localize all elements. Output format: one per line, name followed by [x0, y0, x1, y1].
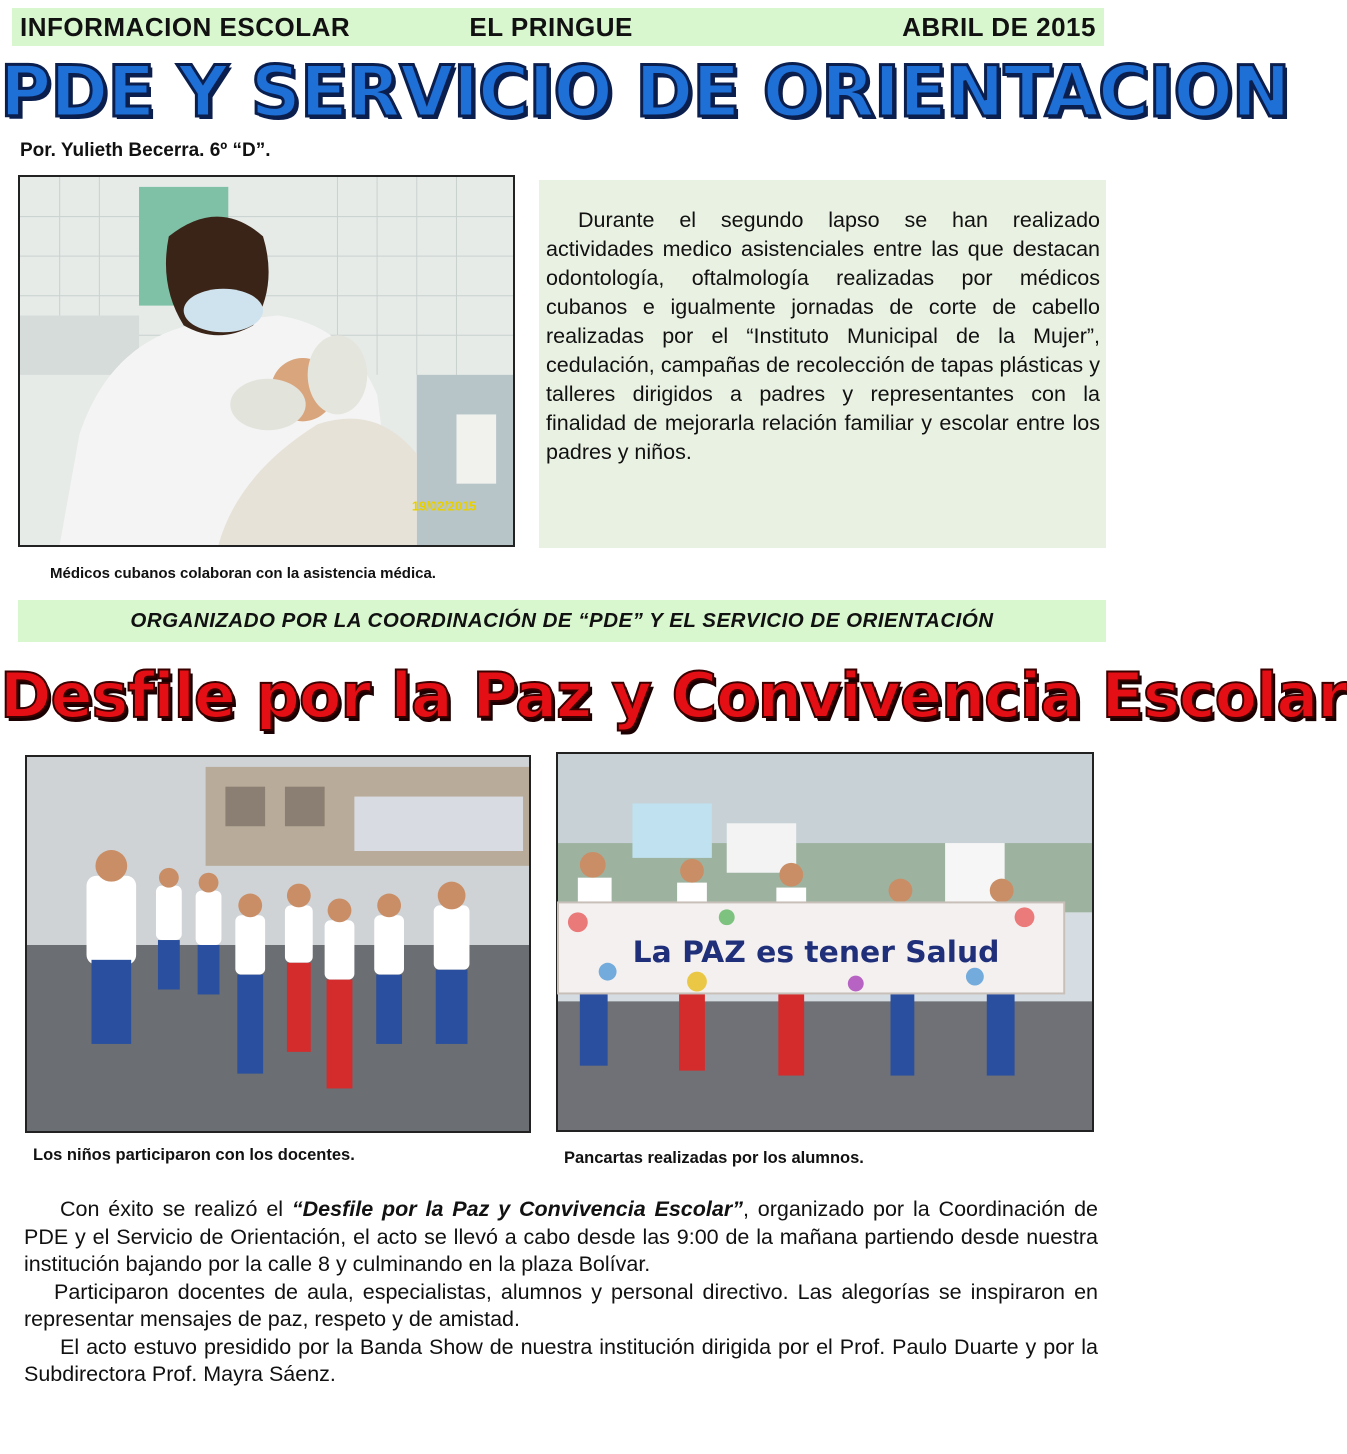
article2-body [24, 1196, 1098, 1389]
article1-byline: Por. Yulieth Becerra. 6º “D”. [20, 140, 271, 161]
article2-paragraph-1: Con éxito se realizó el “Desfile por la Paz y Convivencia Escolar”, organizado por la Coordinación de PDE y el Servicio de Orientación, el acto se llevó a cabo desde las 9:00 de la mañana partiendo desde nuestra institución bajando por la calle 8 y culminando en la plaza Bolívar. [24, 1197, 1098, 1276]
parade-name-emphasis: “Desfile por la Paz y Convivencia Escolar” [291, 1197, 743, 1221]
section-label: INFORMACION ESCOLAR [20, 11, 351, 42]
article1-body: Durante el segundo lapso se han realizado actividades medico asistenciales entre las que destacan odontología, oftalmología realizadas por médicos cubanos e igualmente jornadas de corte de cabello realizadas por el “Instituto Municipal de la Mujer”, cedulación, campañas de recolección de tapas plásticas y talleres dirigidos a padres y representantes con la finalidad de mejorarla relación familiar y escolar entre los padres y niños. [546, 208, 1100, 464]
dentist-photo-caption: Médicos cubanos colaboran con la asistencia médica. [50, 565, 436, 582]
dentist-photo [18, 175, 515, 547]
issue-date: ABRIL DE 2015 [902, 11, 1096, 42]
article1-body-box [539, 180, 1106, 548]
newsletter-header-bar [12, 8, 1104, 46]
article1-title: PDE Y SERVICIO DE ORIENTACION [0, 51, 1290, 133]
parade-photo-left [25, 755, 531, 1133]
photo-date-stamp: 19/02/2015 [411, 498, 477, 514]
organizer-bar: ORGANIZADO POR LA COORDINACIÓN DE “PDE” Y EL SERVICIO DE ORIENTACIÓN [18, 600, 1106, 642]
parade-left-caption: Los niños participaron con los docentes. [33, 1146, 355, 1164]
parade-right-caption: Pancartas realizadas por los alumnos. [564, 1149, 864, 1167]
article2-title: Desfile por la Paz y Convivencia Escolar [0, 659, 1347, 732]
article2-paragraph-2: Participaron docentes de aula, especialistas, alumnos y personal directivo. Las alegorías se inspiraron en representar mensajes de paz, respeto y de amistad. [24, 1279, 1098, 1331]
article2-paragraph-3: El acto estuvo presidido por la Banda Show de nuestra institución dirigida por el Prof. Paulo Duarte y por la Subdirectora Prof. Mayra Sáenz. [24, 1334, 1098, 1386]
parade-photo-right [556, 752, 1094, 1132]
newsletter-name: EL PRINGUE [469, 11, 633, 42]
banner-text: La PAZ es tener Salud [632, 934, 1000, 970]
